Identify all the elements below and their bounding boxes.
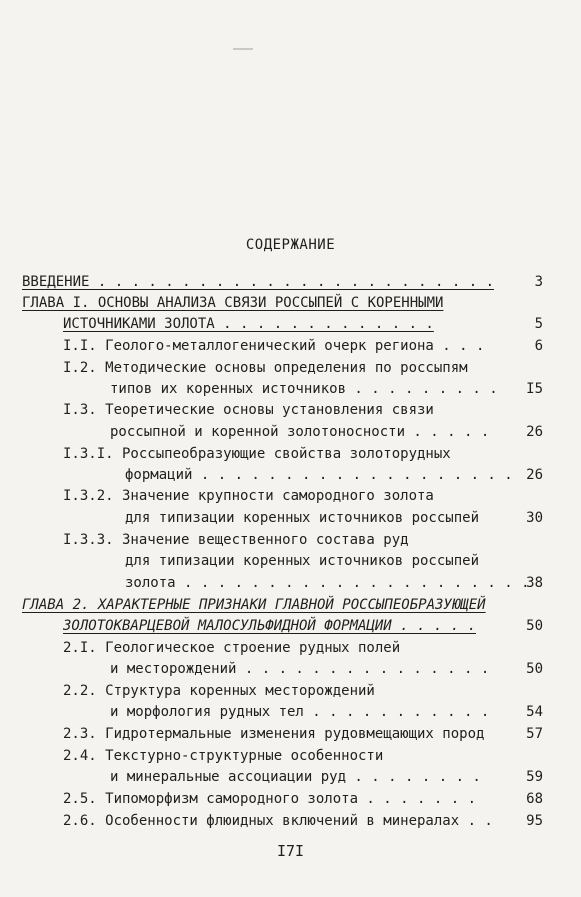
- toc-line: формаций . . . . . . . . . . . . . . . . . . .: [125, 467, 513, 483]
- toc-page: 38: [526, 575, 543, 591]
- toc-page: 57: [526, 726, 543, 742]
- toc-page: 59: [526, 769, 543, 785]
- toc-line: ВВЕДЕНИЕ . . . . . . . . . . . . . . . . . . . . . . . .: [22, 274, 495, 290]
- toc-page: 30: [526, 510, 543, 526]
- toc-page: 6: [534, 338, 543, 354]
- toc-line: 2.2. Структура коренных месторождений: [63, 683, 375, 699]
- toc-line: I.3.I. Россыпеобразующие свойства золоторудных: [63, 446, 451, 462]
- toc-line: ИСТОЧНИКАМИ ЗОЛОТА . . . . . . . . . . . . .: [63, 316, 434, 332]
- toc-line: 2.6. Особенности флюидных включений в минералах . .: [63, 813, 493, 829]
- toc-line: 2.4. Текстурно-структурные особенности: [63, 748, 384, 764]
- toc-line: I.3.3. Значение вещественного состава руд: [63, 532, 409, 548]
- toc-line: I.2. Методические основы определения по россыпям: [63, 360, 468, 376]
- toc-page: I5: [526, 381, 543, 397]
- toc-page: 95: [526, 813, 543, 829]
- toc-line: для типизации коренных источников россыпей: [125, 510, 480, 526]
- toc-page: 26: [526, 424, 543, 440]
- toc-line: ГЛАВА 2. ХАРАКТЕРНЫЕ ПРИЗНАКИ ГЛАВНОЙ РОССЫПЕОБРАЗУЮЩЕЙ: [22, 597, 486, 613]
- toc-page: 26: [526, 467, 543, 483]
- toc-line: 2.3. Гидротермальные изменения рудовмещающих пород: [63, 726, 485, 742]
- top-dash-mark: [233, 48, 253, 50]
- toc-line: I.3. Теоретические основы установления связи: [63, 402, 434, 418]
- toc-page: 68: [526, 791, 543, 807]
- toc-heading: СОДЕРЖАНИЕ: [245, 237, 336, 253]
- toc-line: типов их коренных источников . . . . . . . . .: [110, 381, 498, 397]
- toc-line: I.3.2. Значение крупности самородного золота: [63, 488, 434, 504]
- toc-line: золота . . . . . . . . . . . . . . . . . . . . .: [125, 575, 530, 591]
- toc-page: 50: [526, 661, 543, 677]
- toc-page: 3: [534, 274, 543, 290]
- page-number: I7I: [276, 842, 305, 860]
- toc-line: I.I. Геолого-металлогенический очерк региона . . .: [63, 338, 485, 354]
- toc-page: 50: [526, 618, 543, 634]
- toc-page: 5: [534, 316, 543, 332]
- toc-line: и месторождений . . . . . . . . . . . . . . .: [110, 661, 490, 677]
- toc-line: ГЛАВА I. ОСНОВЫ АНАЛИЗА СВЯЗИ РОССЫПЕЙ С КОРЕННЫМИ: [22, 295, 444, 311]
- toc-line: и минеральные ассоциации руд . . . . . . . .: [110, 769, 481, 785]
- toc-page: 54: [526, 704, 543, 720]
- toc-line: 2.5. Типоморфизм самородного золота . . . . . . .: [63, 791, 477, 807]
- toc-line: ЗОЛОТОКВАРЦЕВОЙ МАЛОСУЛЬФИДНОЙ ФОРМАЦИИ . . . . .: [63, 618, 477, 634]
- toc-line: 2.I. Геологическое строение рудных полей: [63, 640, 401, 656]
- toc-line: и морфология рудных тел . . . . . . . . . . .: [110, 704, 490, 720]
- toc-line: россыпной и коренной золотоносности . . . . .: [110, 424, 490, 440]
- toc-line: для типизации коренных источников россыпей: [125, 553, 480, 569]
